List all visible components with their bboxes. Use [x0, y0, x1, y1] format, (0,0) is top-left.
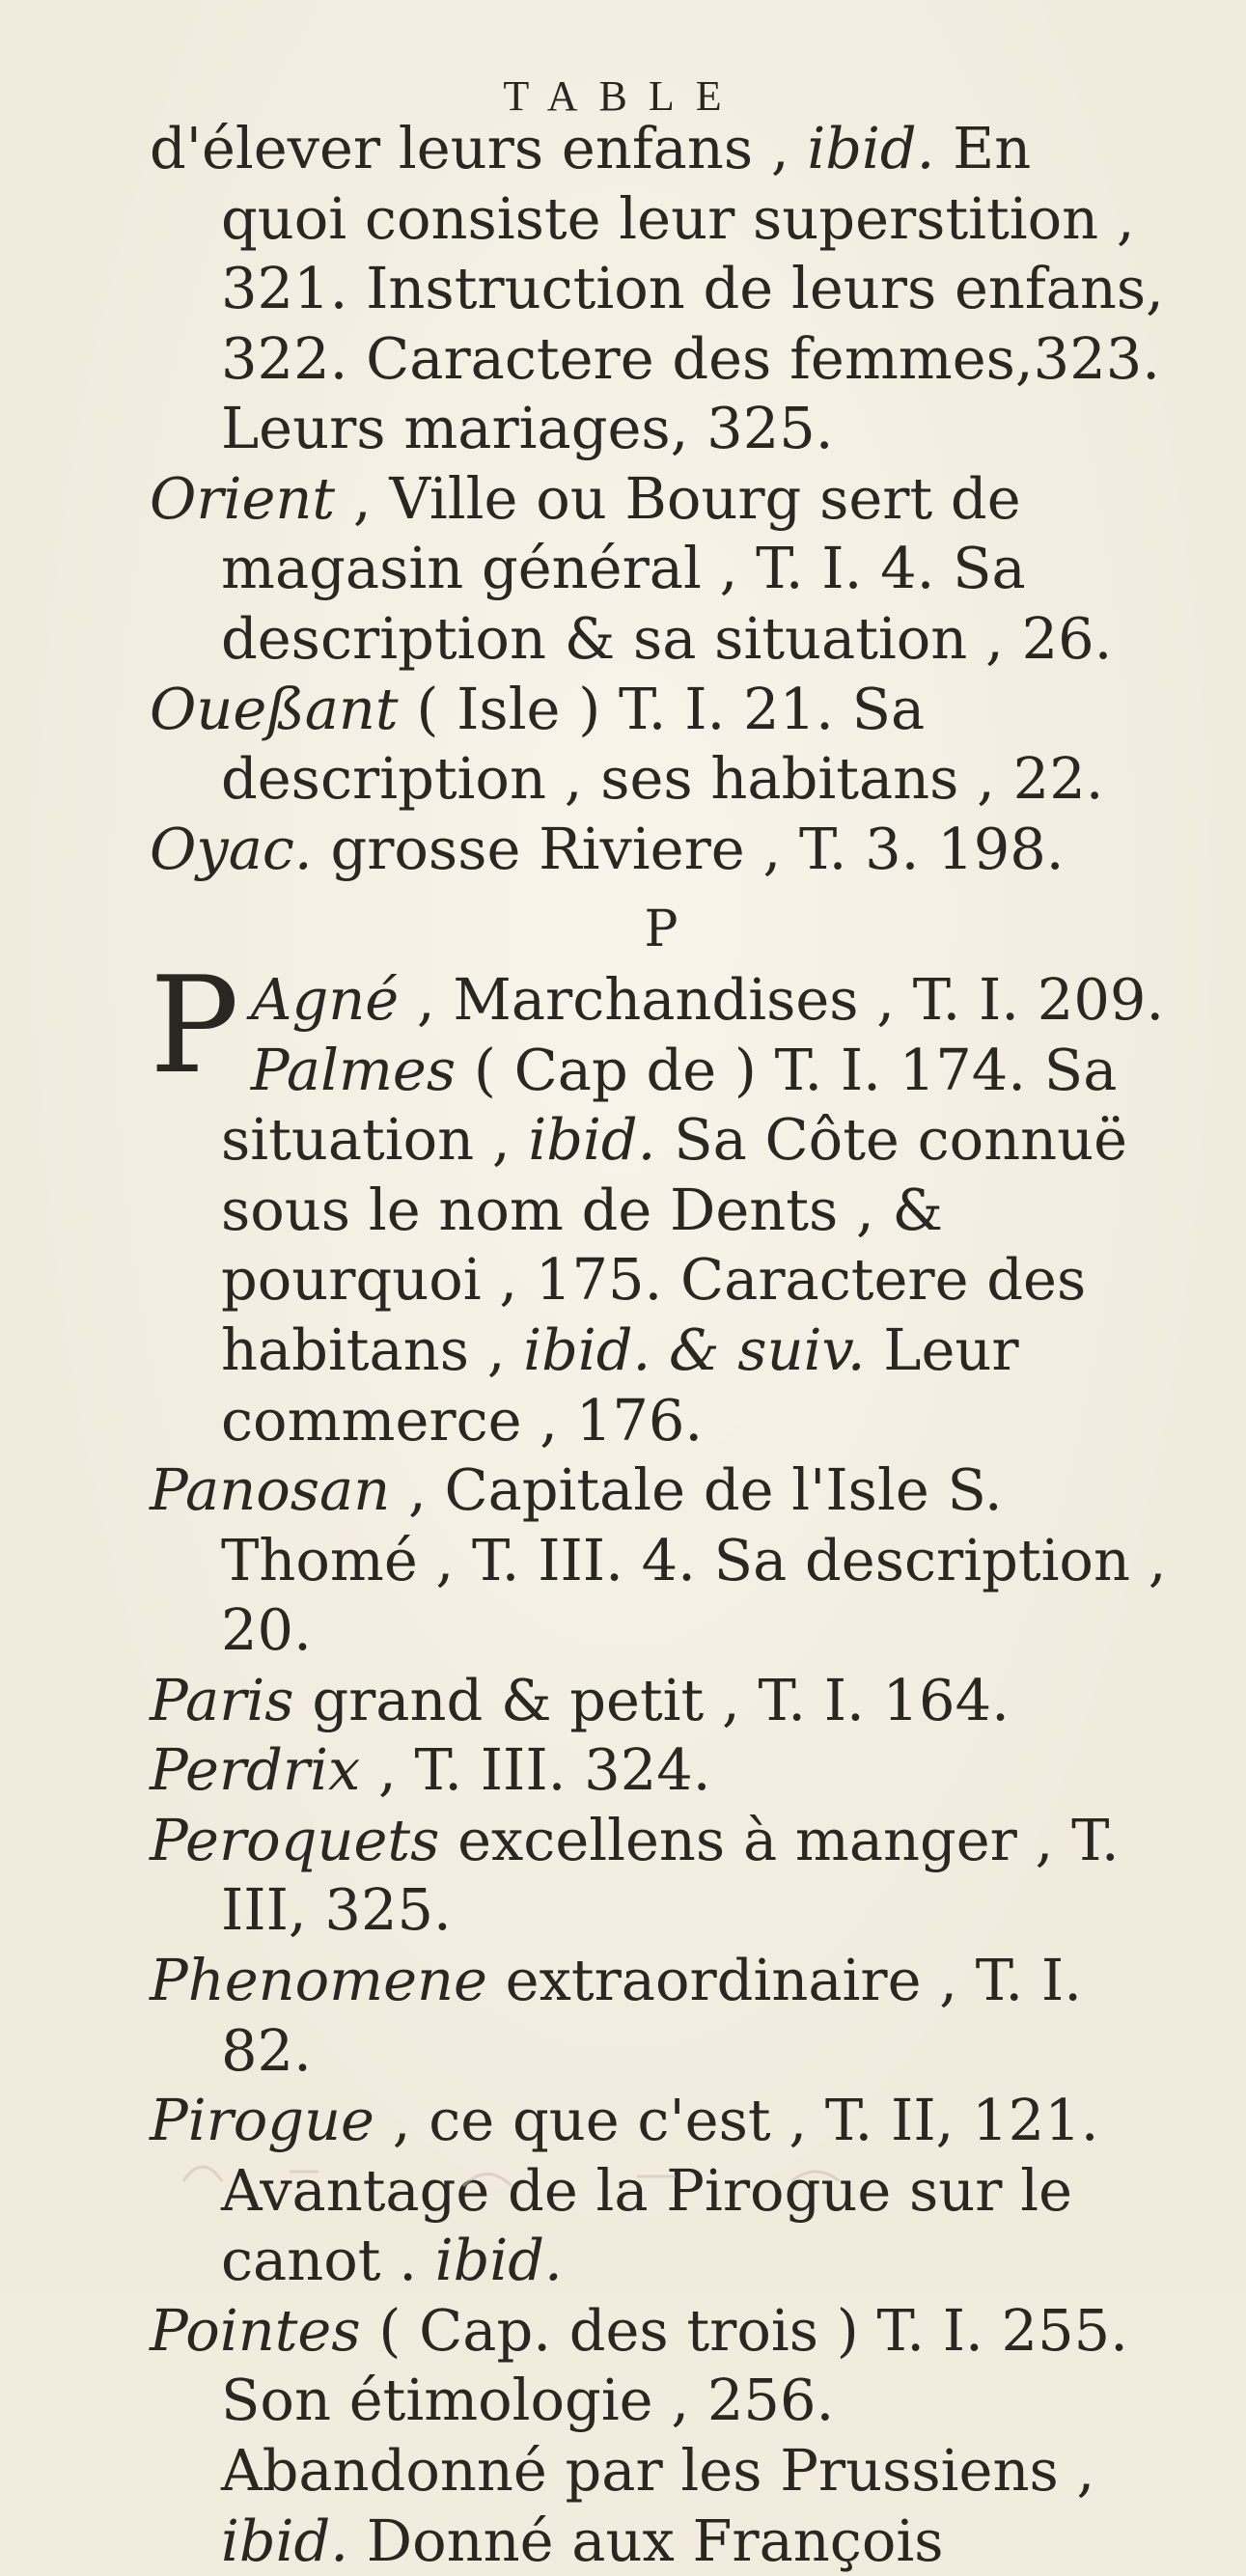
index-entry-perdrix — [150, 1735, 1173, 1806]
entry-head: Orient — [150, 464, 336, 532]
entry-text: excellens à manger , T. III, 325. — [221, 1806, 1120, 1944]
entry-text: d'élever leurs enfans , — [150, 115, 808, 181]
entry-head: Palmes — [250, 1036, 457, 1103]
index-entry-pagne — [150, 948, 1173, 1455]
index-entry-paris — [150, 1666, 1173, 1736]
entry-text: grand & petit , T. I. 164. — [293, 1666, 1010, 1733]
entry-head: Oyac. — [150, 815, 313, 882]
entry-head: Peroquets — [150, 1806, 440, 1873]
entry-text: Leur commerce , 176. — [221, 1316, 1019, 1454]
entry-text: extraordinaire , T. I. 82. — [221, 1947, 1082, 2084]
entries-o-section — [150, 114, 1173, 884]
entry-head: Panosan — [150, 1456, 391, 1524]
index-entry-pointes — [150, 2296, 1173, 2576]
entry-head: ibid. — [434, 2227, 563, 2294]
entries-p-section — [150, 948, 1173, 2576]
index-entry-panosan — [150, 1455, 1173, 1666]
running-head: TABLE — [503, 72, 743, 120]
drop-cap: P — [150, 948, 239, 1104]
index-entry-cont-top — [150, 114, 1173, 464]
entry-head: ibid. & suiv. — [523, 1316, 866, 1383]
entry-text: , ce que c'est , T. II, 121. Avantage de la Pirogue sur le canot . — [221, 2087, 1099, 2294]
entry-head: Perdrix — [150, 1736, 361, 1804]
entry-head: Phenomene — [150, 1947, 487, 2014]
entry-text: , T. III. 324. — [360, 1736, 711, 1804]
entry-text: ( Cap. des trois ) T. I. 255. Son étimologie , 256. Abandonné par les Prussiens , — [221, 2296, 1128, 2504]
entry-head: ibid. — [221, 2507, 349, 2574]
entry-head: ibid. — [807, 115, 935, 181]
index-entry-ouessant — [150, 675, 1173, 815]
entry-head: Agné — [250, 966, 400, 1034]
entry-text: Donné aux François — [348, 2507, 944, 2574]
entry-text: , Ville ou Bourg sert de magasin général , T. I. 4. Sa description & sa situation , 26. — [221, 464, 1113, 672]
entry-text: , Marchandises , T. I. 209. — [399, 966, 1165, 1034]
index-entry-peroquets — [150, 1806, 1173, 1946]
index-entry-oyac — [150, 815, 1173, 885]
section-letter: P — [644, 900, 678, 959]
entry-head: Pointes — [150, 2296, 361, 2364]
index-entry-orient — [150, 464, 1173, 675]
entry-head: Pirogue — [150, 2087, 374, 2154]
entry-text: Sa Côte connuë sous le nom de Dents , & pourquoi , 175. Caractere des habitans , — [221, 1106, 1128, 1383]
entry-text: , Capitale de l'Isle S. Thomé , T. III. 4. Sa description , 20. — [221, 1456, 1167, 1664]
entry-head: Paris — [150, 1666, 294, 1733]
entry-text: En quoi consiste leur superstition , 321. Instruction de leurs enfans, 322. Caractere des femmes,323. Leurs mariages, 325. — [221, 115, 1164, 462]
entry-head: Oueßant — [150, 675, 399, 742]
entry-text: grosse Riviere , T. 3. 198. — [312, 815, 1065, 882]
bleed-through-marks — [174, 2143, 1004, 2210]
entry-text: ( Cap de ) T. I. 174. Sa situation , — [221, 1036, 1118, 1174]
entry-text: ( Isle ) T. I. 21. Sa description , ses habitans , 22. — [221, 675, 1104, 813]
entry-head: ibid. — [528, 1106, 656, 1174]
index-entry-phenomene — [150, 1946, 1173, 2086]
